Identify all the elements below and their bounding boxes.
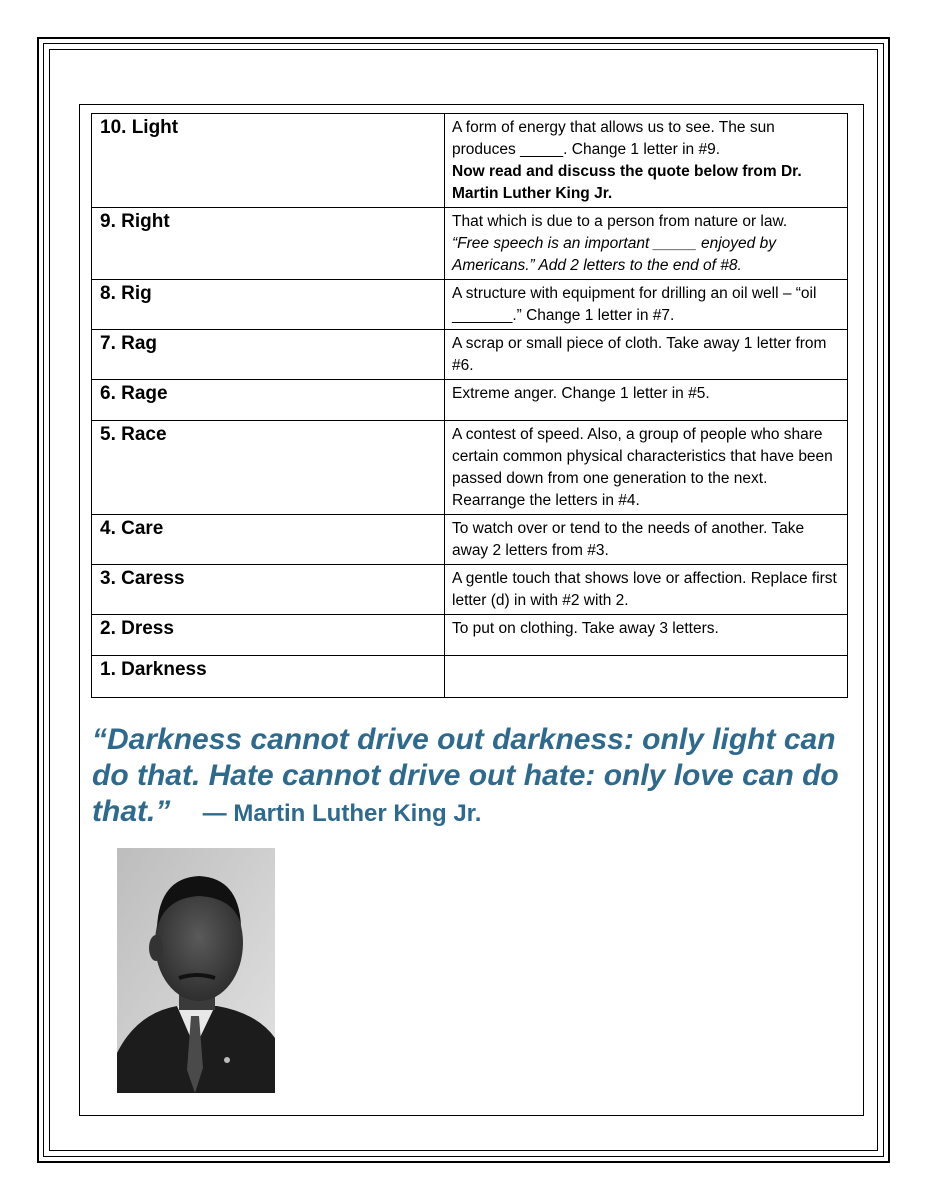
clue-text: A structure with equipment for drilling an oil well – “oil _______.” Change 1 letter in #7. [452, 285, 817, 324]
clue-text: A gentle touch that shows love or affection. Replace first letter (d) in with #2 with 2. [452, 570, 837, 609]
ladder-clue [445, 421, 848, 515]
ladder-clue [445, 280, 848, 330]
ladder-clue [445, 114, 848, 208]
clue-text: Now read and discuss the quote below from Dr. Martin Luther King Jr. [452, 163, 802, 202]
ladder-clue [445, 208, 848, 280]
ladder-word: 9. Right [92, 208, 445, 280]
ladder-row [92, 330, 848, 380]
ladder-word: 5. Race [92, 421, 445, 515]
clue-text: A scrap or small piece of cloth. Take away 1 letter from #6. [452, 335, 827, 374]
ladder-row [92, 565, 848, 615]
ladder-row [92, 515, 848, 565]
ladder-clue [445, 330, 848, 380]
ladder-word: 2. Dress [92, 615, 445, 656]
clue-text: “Free speech is an important _____ enjoyed by Americans.” Add 2 letters to the end of #8. [452, 235, 776, 274]
ladder-word: 4. Care [92, 515, 445, 565]
clue-text: A form of energy that allows us to see. The sun produces _____. Change 1 letter in #9. [452, 119, 775, 158]
ladder-word: 7. Rag [92, 330, 445, 380]
ladder-clue [445, 656, 848, 698]
clue-text: To watch over or tend to the needs of another. Take away 2 letters from #3. [452, 520, 805, 559]
ladder-word: 3. Caress [92, 565, 445, 615]
ladder-row [92, 615, 848, 656]
ladder-row [92, 656, 848, 698]
ladder-row [92, 380, 848, 421]
ladder-clue [445, 380, 848, 421]
clue-text: That which is due to a person from nature or law. [452, 213, 788, 230]
ladder-word: 6. Rage [92, 380, 445, 421]
ladder-word: 1. Darkness [92, 656, 445, 698]
ladder-clue [445, 515, 848, 565]
portrait-photo [117, 848, 275, 1093]
ladder-clue [445, 615, 848, 656]
ladder-word: 8. Rig [92, 280, 445, 330]
quote-attribution: — Martin Luther King Jr. [202, 800, 482, 827]
word-ladder-body [92, 114, 848, 698]
ladder-row [92, 208, 848, 280]
ladder-word: 10. Light [92, 114, 445, 208]
clue-text: A contest of speed. Also, a group of people who share certain common physical characteristics that have been passed down from one generation to the next. Rearrange the letters in #4. [452, 426, 833, 509]
word-ladder-table [91, 113, 848, 698]
ladder-clue [445, 565, 848, 615]
clue-text: To put on clothing. Take away 3 letters. [452, 620, 719, 637]
clue-text: Extreme anger. Change 1 letter in #5. [452, 385, 710, 402]
ladder-row [92, 421, 848, 515]
ladder-row [92, 280, 848, 330]
mlk-quote [92, 722, 852, 832]
quote-text: “Darkness cannot drive out darkness: only light can do that. Hate cannot drive out hate: only love can do that.” [92, 723, 839, 828]
ladder-row [92, 114, 848, 208]
